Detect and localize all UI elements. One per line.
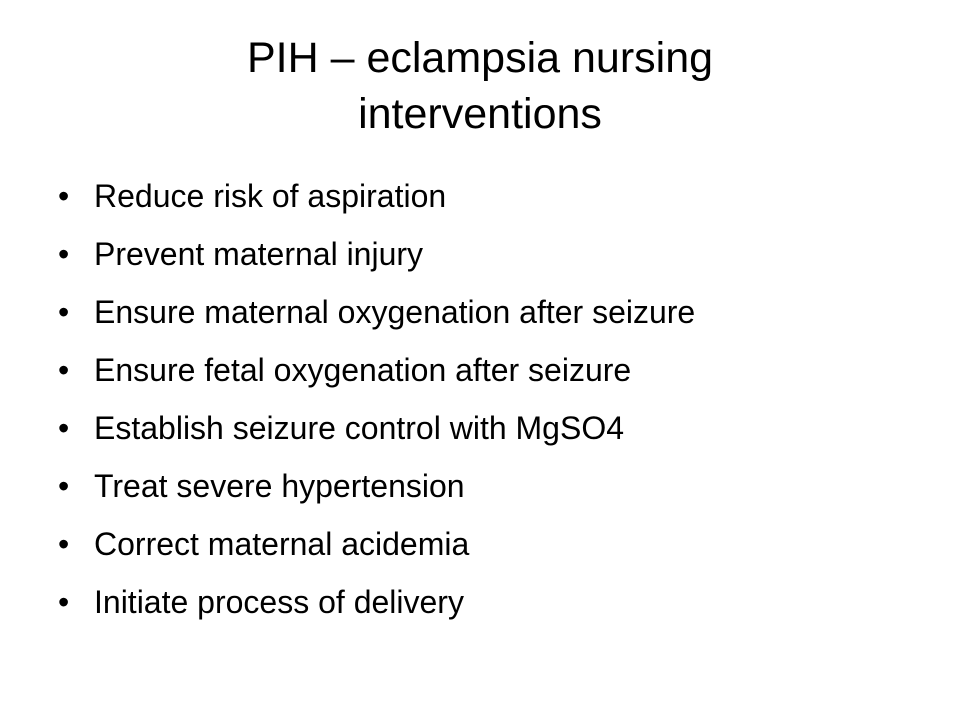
bullet-item xyxy=(58,283,938,341)
bullet-icon: • xyxy=(58,294,70,330)
bullet-item xyxy=(58,341,938,399)
bullet-item xyxy=(58,457,938,515)
bullet-text: Ensure maternal oxygenation after seizure xyxy=(94,294,696,330)
bullet-item xyxy=(58,573,938,631)
bullet-item xyxy=(58,515,938,573)
bullet-list xyxy=(58,167,938,631)
bullet-icon: • xyxy=(58,468,70,504)
bullet-item xyxy=(58,225,938,283)
bullet-text: Initiate process of delivery xyxy=(94,584,464,620)
bullet-icon: • xyxy=(58,352,70,388)
slide-title-line-1: PIH – eclampsia nursing xyxy=(246,34,714,82)
bullet-icon: • xyxy=(58,410,70,446)
bullet-icon: • xyxy=(58,584,70,620)
slide-title xyxy=(0,30,960,142)
bullet-icon: • xyxy=(58,236,70,272)
bullet-item xyxy=(58,167,938,225)
bullet-text: Establish seizure control with MgSO4 xyxy=(94,410,624,446)
bullet-icon: • xyxy=(58,178,70,214)
bullet-text: Prevent maternal injury xyxy=(94,236,424,272)
bullet-text: Correct maternal acidemia xyxy=(94,526,470,562)
bullet-text: Treat severe hypertension xyxy=(94,468,465,504)
bullet-icon: • xyxy=(58,526,70,562)
bullet-item xyxy=(58,399,938,457)
bullet-text: Reduce risk of aspiration xyxy=(94,178,447,214)
slide-title-line-2: interventions xyxy=(358,90,602,138)
bullet-text: Ensure fetal oxygenation after seizure xyxy=(94,352,632,388)
